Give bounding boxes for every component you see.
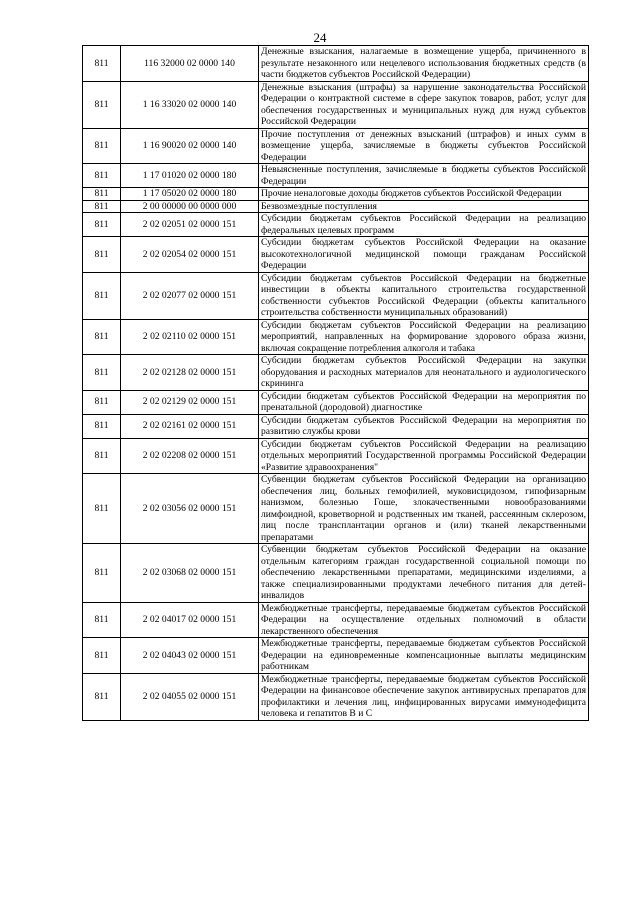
admin-code-cell: 811	[83, 200, 121, 213]
budget-code-cell: 2 00 00000 00 0000 000	[121, 200, 259, 213]
admin-code-cell: 811	[83, 602, 121, 638]
table-row	[83, 319, 589, 355]
budget-code-cell: 2 02 02110 02 0000 151	[121, 319, 259, 355]
admin-code-cell: 811	[83, 390, 121, 414]
table-row	[83, 638, 589, 674]
table-body	[83, 46, 589, 721]
revenue-name-cell: Межбюджетные трансферты, передаваемые бюджетам субъектов Российской Федерации на осуществление отдельных полномочий в области лекарственного обеспечения	[259, 602, 589, 638]
budget-code-cell: 1 17 05020 02 0000 180	[121, 188, 259, 201]
budget-code-cell: 2 02 02128 02 0000 151	[121, 355, 259, 391]
table-row	[83, 188, 589, 201]
table-row	[83, 81, 589, 128]
admin-code-cell: 811	[83, 673, 121, 720]
budget-code-cell: 2 02 02161 02 0000 151	[121, 414, 259, 438]
revenue-name-cell: Субсидии бюджетам субъектов Российской Федерации на реализацию мероприятий, направленных на формирование здорового образа жизни, включая сокращение потребления алкоголя и табака	[259, 319, 589, 355]
page-number: 24	[313, 30, 327, 45]
revenue-name-cell: Субсидии бюджетам субъектов Российской Федерации на реализацию федеральных целевых программ	[259, 213, 589, 237]
revenue-name-cell: Денежные взыскания (штрафы) за нарушение законодательства Российской Федерации о контрактной системе в сфере закупок товаров, работ, услуг для обеспечения государственных и муниципальных нужд для нужд субъектов Российской Федерации	[259, 81, 589, 128]
budget-code-cell: 116 32000 02 0000 140	[121, 46, 259, 82]
budget-code-cell: 2 02 03056 02 0000 151	[121, 474, 259, 544]
budget-code-cell: 2 02 04017 02 0000 151	[121, 602, 259, 638]
revenue-codes-table	[82, 45, 589, 721]
admin-code-cell: 811	[83, 414, 121, 438]
budget-code-cell: 2 02 02208 02 0000 151	[121, 438, 259, 474]
table-row	[83, 438, 589, 474]
table-row	[83, 200, 589, 213]
revenue-name-cell: Прочие неналоговые доходы бюджетов субъектов Российской Федерации	[259, 188, 589, 201]
budget-code-cell: 2 02 03068 02 0000 151	[121, 544, 259, 603]
table-row	[83, 355, 589, 391]
budget-code-cell: 2 02 04043 02 0000 151	[121, 638, 259, 674]
revenue-name-cell: Межбюджетные трансферты, передаваемые бюджетам субъектов Российской Федерации на единовременные компенсационные выплаты медицинским работникам	[259, 638, 589, 674]
admin-code-cell: 811	[83, 188, 121, 201]
revenue-name-cell: Межбюджетные трансферты, передаваемые бюджетам субъектов Российской Федерации на финансовое обеспечение закупок антивирусных препаратов для профилактики и лечения лиц, инфицированных вирусами иммунодефицита человека и гепатитов В и С	[259, 673, 589, 720]
table-row	[83, 544, 589, 603]
table-row	[83, 390, 589, 414]
revenue-name-cell: Субсидии бюджетам субъектов Российской Федерации на мероприятия по пренатальной (дородовой) диагностике	[259, 390, 589, 414]
budget-code-cell: 2 02 02051 02 0000 151	[121, 213, 259, 237]
table-row	[83, 213, 589, 237]
revenue-name-cell: Субсидии бюджетам субъектов Российской Федерации на реализацию отдельных мероприятий Государственной программы Российской Федерации «Развитие здравоохранения"	[259, 438, 589, 474]
revenue-name-cell: Субсидии бюджетам субъектов Российской Федерации на закупки оборудования и расходных материалов для неонатального и аудиологического скрининга	[259, 355, 589, 391]
admin-code-cell: 811	[83, 319, 121, 355]
table-row	[83, 673, 589, 720]
budget-code-cell: 1 16 90020 02 0000 140	[121, 128, 259, 164]
budget-code-cell: 2 02 02054 02 0000 151	[121, 237, 259, 273]
admin-code-cell: 811	[83, 81, 121, 128]
admin-code-cell: 811	[83, 438, 121, 474]
table-row	[83, 602, 589, 638]
revenue-name-cell: Невыясненные поступления, зачисляемые в бюджеты субъектов Российской Федерации	[259, 164, 589, 188]
table-row	[83, 128, 589, 164]
revenue-name-cell: Субсидии бюджетам субъектов Российской Федерации на бюджетные инвестиции в объекты капитального строительства государственной собственности субъектов Российской Федерации (объекты капитального строительства собственности муниципальных образований)	[259, 272, 589, 319]
table-row	[83, 237, 589, 273]
admin-code-cell: 811	[83, 638, 121, 674]
budget-code-cell: 2 02 04055 02 0000 151	[121, 673, 259, 720]
table-row	[83, 474, 589, 544]
revenue-name-cell: Субвенции бюджетам субъектов Российской Федерации на организацию обеспечения лиц, больных гемофилией, муковисцидозом, гипофизарным нанизмом, болезнью Гоше, злокачественными новообразованиями лимфоидной, кроветворной и родственных им тканей, рассеянным склерозом, лиц после трансплантации органов и (или) тканей лекарственными препаратами	[259, 474, 589, 544]
table-row	[83, 164, 589, 188]
table-row	[83, 46, 589, 82]
revenue-name-cell: Субвенции бюджетам субъектов Российской Федерации на оказание отдельным категориям граждан государственной социальной помощи по обеспечению лекарственными препаратами, медицинскими изделиями, а также специализированными продуктами лечебного питания для детей-инвалидов	[259, 544, 589, 603]
admin-code-cell: 811	[83, 128, 121, 164]
admin-code-cell: 811	[83, 355, 121, 391]
table-row	[83, 272, 589, 319]
budget-code-cell: 2 02 02077 02 0000 151	[121, 272, 259, 319]
revenue-name-cell: Субсидии бюджетам субъектов Российской Федерации на оказание высокотехнологичной медицинской помощи гражданам Российской Федерации	[259, 237, 589, 273]
revenue-name-cell: Денежные взыскания, налагаемые в возмещение ущерба, причиненного в результате незаконного или нецелевого использования бюджетных средств (в части бюджетов субъектов Российской Федерации)	[259, 46, 589, 82]
budget-code-cell: 1 17 01020 02 0000 180	[121, 164, 259, 188]
admin-code-cell: 811	[83, 46, 121, 82]
admin-code-cell: 811	[83, 544, 121, 603]
revenue-name-cell: Прочие поступления от денежных взысканий (штрафов) и иных сумм в возмещение ущерба, зачисляемые в бюджеты субъектов Российской Федерации	[259, 128, 589, 164]
admin-code-cell: 811	[83, 213, 121, 237]
table-row	[83, 414, 589, 438]
admin-code-cell: 811	[83, 474, 121, 544]
admin-code-cell: 811	[83, 272, 121, 319]
revenue-name-cell: Безвозмездные поступления	[259, 200, 589, 213]
admin-code-cell: 811	[83, 237, 121, 273]
budget-code-cell: 2 02 02129 02 0000 151	[121, 390, 259, 414]
budget-code-cell: 1 16 33020 02 0000 140	[121, 81, 259, 128]
admin-code-cell: 811	[83, 164, 121, 188]
revenue-name-cell: Субсидии бюджетам субъектов Российской Федерации на мероприятия по развитию службы крови	[259, 414, 589, 438]
